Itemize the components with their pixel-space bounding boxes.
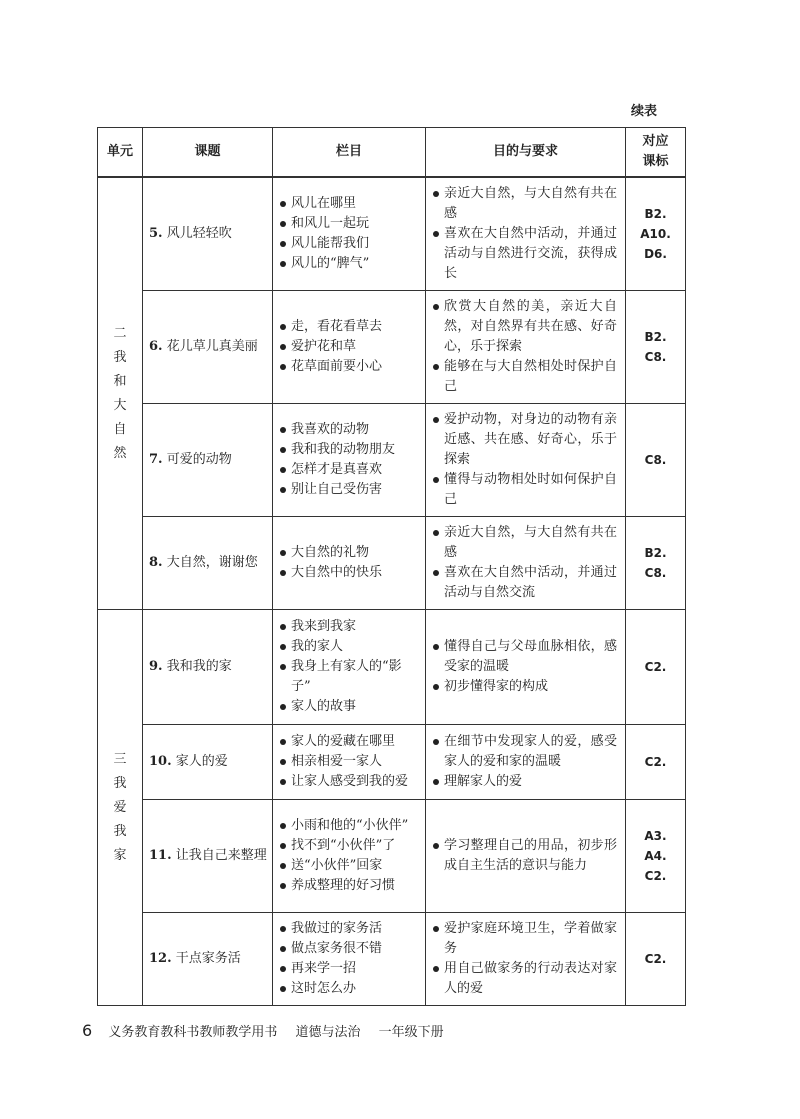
standard-code: C8. xyxy=(644,453,667,467)
table-row xyxy=(98,800,686,913)
table-header-row xyxy=(98,128,686,178)
section-item: 我喜欢的动物 xyxy=(279,420,421,440)
lesson-cell xyxy=(143,610,273,725)
standard-cell xyxy=(626,404,686,517)
goal-item: 理解家人的爱 xyxy=(432,772,617,792)
table-row xyxy=(98,177,686,291)
section-item: 相亲相爱一家人 xyxy=(279,752,421,772)
lesson-title: 家人的爱 xyxy=(175,754,228,769)
lesson-number: 6. xyxy=(149,339,163,354)
section-item: 怎样才是真喜欢 xyxy=(279,460,421,480)
lesson-title: 让我自己来整理 xyxy=(175,848,267,863)
header-section: 栏目 xyxy=(273,128,426,178)
goal-item: 初步懂得家的构成 xyxy=(432,677,617,697)
standard-cell xyxy=(626,913,686,1006)
standard-code: B2. xyxy=(644,546,667,560)
section-item: 家人的故事 xyxy=(279,697,421,717)
lesson-cell xyxy=(143,913,273,1006)
section-item: 风儿能帮我们 xyxy=(279,234,421,254)
page-footer xyxy=(82,1021,444,1040)
lesson-title: 干点家务活 xyxy=(175,951,241,966)
section-item: 花草面前要小心 xyxy=(279,357,421,377)
section-item: 养成整理的好习惯 xyxy=(279,876,421,896)
section-item: 大自然的礼物 xyxy=(279,543,421,563)
standard-code: C2. xyxy=(644,755,667,769)
lesson-number: 10. xyxy=(149,754,172,769)
unit-name: 三 我爱我家 xyxy=(113,751,127,863)
section-item: 这时怎么办 xyxy=(279,979,421,999)
standard-cell xyxy=(626,800,686,913)
goal-item: 爱护动物，对身边的动物有亲近感、共在感、好奇心，乐于探索 xyxy=(432,410,617,470)
section-item: 家人的爱藏在哪里 xyxy=(279,732,421,752)
section-cell xyxy=(273,800,426,913)
section-item: 小雨和他的“小伙伴” xyxy=(279,816,421,836)
lesson-number: 12. xyxy=(149,951,172,966)
lesson-cell xyxy=(143,800,273,913)
section-item: 走，看花看草去 xyxy=(279,317,421,337)
standard-code: C8. xyxy=(644,566,667,580)
standard-code: C8. xyxy=(644,350,667,364)
section-item: 风儿的“脾气” xyxy=(279,254,421,274)
section-item: 爱护花和草 xyxy=(279,337,421,357)
goal-item: 在细节中发现家人的爱，感受家人的爱和家的温暖 xyxy=(432,732,617,772)
goals-cell xyxy=(426,725,626,800)
lesson-cell xyxy=(143,517,273,610)
goals-cell xyxy=(426,517,626,610)
section-item: 别让自己受伤害 xyxy=(279,480,421,500)
goal-item: 能够在与大自然相处时保护自己 xyxy=(432,357,617,397)
table-row xyxy=(98,404,686,517)
table-row xyxy=(98,913,686,1006)
standard-cell xyxy=(626,291,686,404)
goals-cell xyxy=(426,610,626,725)
section-item: 和风儿一起玩 xyxy=(279,214,421,234)
lesson-title: 我和我的家 xyxy=(166,659,232,674)
standard-cell xyxy=(626,610,686,725)
lesson-cell xyxy=(143,725,273,800)
subject-name: 道德与法治 xyxy=(295,1025,361,1040)
lesson-number: 7. xyxy=(149,452,163,467)
goal-item: 喜欢在大自然中活动，并通过活动与自然进行交流，获得成长 xyxy=(432,224,617,284)
goal-item: 欣赏大自然的美，亲近大自然，对自然界有共在感、好奇心，乐于探索 xyxy=(432,297,617,357)
standard-code: C2. xyxy=(644,869,667,883)
section-cell xyxy=(273,610,426,725)
section-item: 我和我的动物朋友 xyxy=(279,440,421,460)
section-item: 再来学一招 xyxy=(279,959,421,979)
lesson-number: 11. xyxy=(149,848,172,863)
section-item: 我来到我家 xyxy=(279,617,421,637)
standard-cell xyxy=(626,177,686,291)
header-standard: 对应课标 xyxy=(626,128,686,178)
table-row xyxy=(98,291,686,404)
lesson-number: 8. xyxy=(149,555,163,570)
lesson-title: 可爱的动物 xyxy=(166,452,232,467)
goal-item: 喜欢在大自然中活动，并通过活动与自然交流 xyxy=(432,563,617,603)
lesson-title: 风儿轻轻吹 xyxy=(166,226,232,241)
section-item: 大自然中的快乐 xyxy=(279,563,421,583)
goal-item: 懂得自己与父母血脉相依，感受家的温暖 xyxy=(432,637,617,677)
goals-cell xyxy=(426,913,626,1006)
goal-item: 爱护家庭环境卫生，学着做家务 xyxy=(432,919,617,959)
standard-code: A3. xyxy=(644,829,667,843)
table-row xyxy=(98,725,686,800)
section-item: 让家人感受到我的爱 xyxy=(279,772,421,792)
continued-label: 续表 xyxy=(631,104,658,119)
table-row xyxy=(98,610,686,725)
standard-code: D6. xyxy=(644,247,667,261)
section-item: 风儿在哪里 xyxy=(279,194,421,214)
goals-cell xyxy=(426,291,626,404)
lesson-title: 花儿草儿真美丽 xyxy=(166,339,258,354)
grade-name: 一年级下册 xyxy=(378,1025,444,1040)
header-unit: 单元 xyxy=(98,128,143,178)
standard-code: B2. xyxy=(644,330,667,344)
goals-cell xyxy=(426,800,626,913)
section-cell xyxy=(273,404,426,517)
goals-cell xyxy=(426,177,626,291)
standard-code: C2. xyxy=(644,952,667,966)
table-row xyxy=(98,517,686,610)
standard-code: B2. xyxy=(644,207,667,221)
section-item: 我做过的家务活 xyxy=(279,919,421,939)
lesson-cell xyxy=(143,291,273,404)
section-cell xyxy=(273,291,426,404)
section-item: 送“小伙伴”回家 xyxy=(279,856,421,876)
header-lesson: 课题 xyxy=(143,128,273,178)
lesson-number: 5. xyxy=(149,226,163,241)
page-number: 6 xyxy=(82,1021,93,1040)
lesson-cell xyxy=(143,177,273,291)
unit-name: 二 我和大自然 xyxy=(113,325,127,461)
goal-item: 用自己做家务的行动表达对家人的爱 xyxy=(432,959,617,999)
section-cell xyxy=(273,177,426,291)
section-item: 做点家务很不错 xyxy=(279,939,421,959)
section-cell xyxy=(273,913,426,1006)
lesson-title: 大自然，谢谢您 xyxy=(166,555,258,570)
standard-cell xyxy=(626,725,686,800)
goal-item: 亲近大自然，与大自然有共在感 xyxy=(432,523,617,563)
standard-code: A4. xyxy=(644,849,667,863)
standard-code: C2. xyxy=(644,660,667,674)
unit-cell xyxy=(98,177,143,610)
unit-cell xyxy=(98,610,143,1006)
standard-code: A10. xyxy=(640,227,671,241)
section-item: 找不到“小伙伴”了 xyxy=(279,836,421,856)
section-cell xyxy=(273,725,426,800)
header-goals: 目的与要求 xyxy=(426,128,626,178)
lesson-number: 9. xyxy=(149,659,163,674)
lesson-cell xyxy=(143,404,273,517)
curriculum-table xyxy=(97,127,686,1006)
section-cell xyxy=(273,517,426,610)
goal-item: 学习整理自己的用品，初步形成自主生活的意识与能力 xyxy=(432,836,617,876)
section-item: 我的家人 xyxy=(279,637,421,657)
goal-item: 懂得与动物相处时如何保护自己 xyxy=(432,470,617,510)
goals-cell xyxy=(426,404,626,517)
book-title: 义务教育教科书教师教学用书 xyxy=(108,1025,278,1040)
section-item: 我身上有家人的“影子” xyxy=(279,657,421,697)
standard-cell xyxy=(626,517,686,610)
goal-item: 亲近大自然，与大自然有共在感 xyxy=(432,184,617,224)
